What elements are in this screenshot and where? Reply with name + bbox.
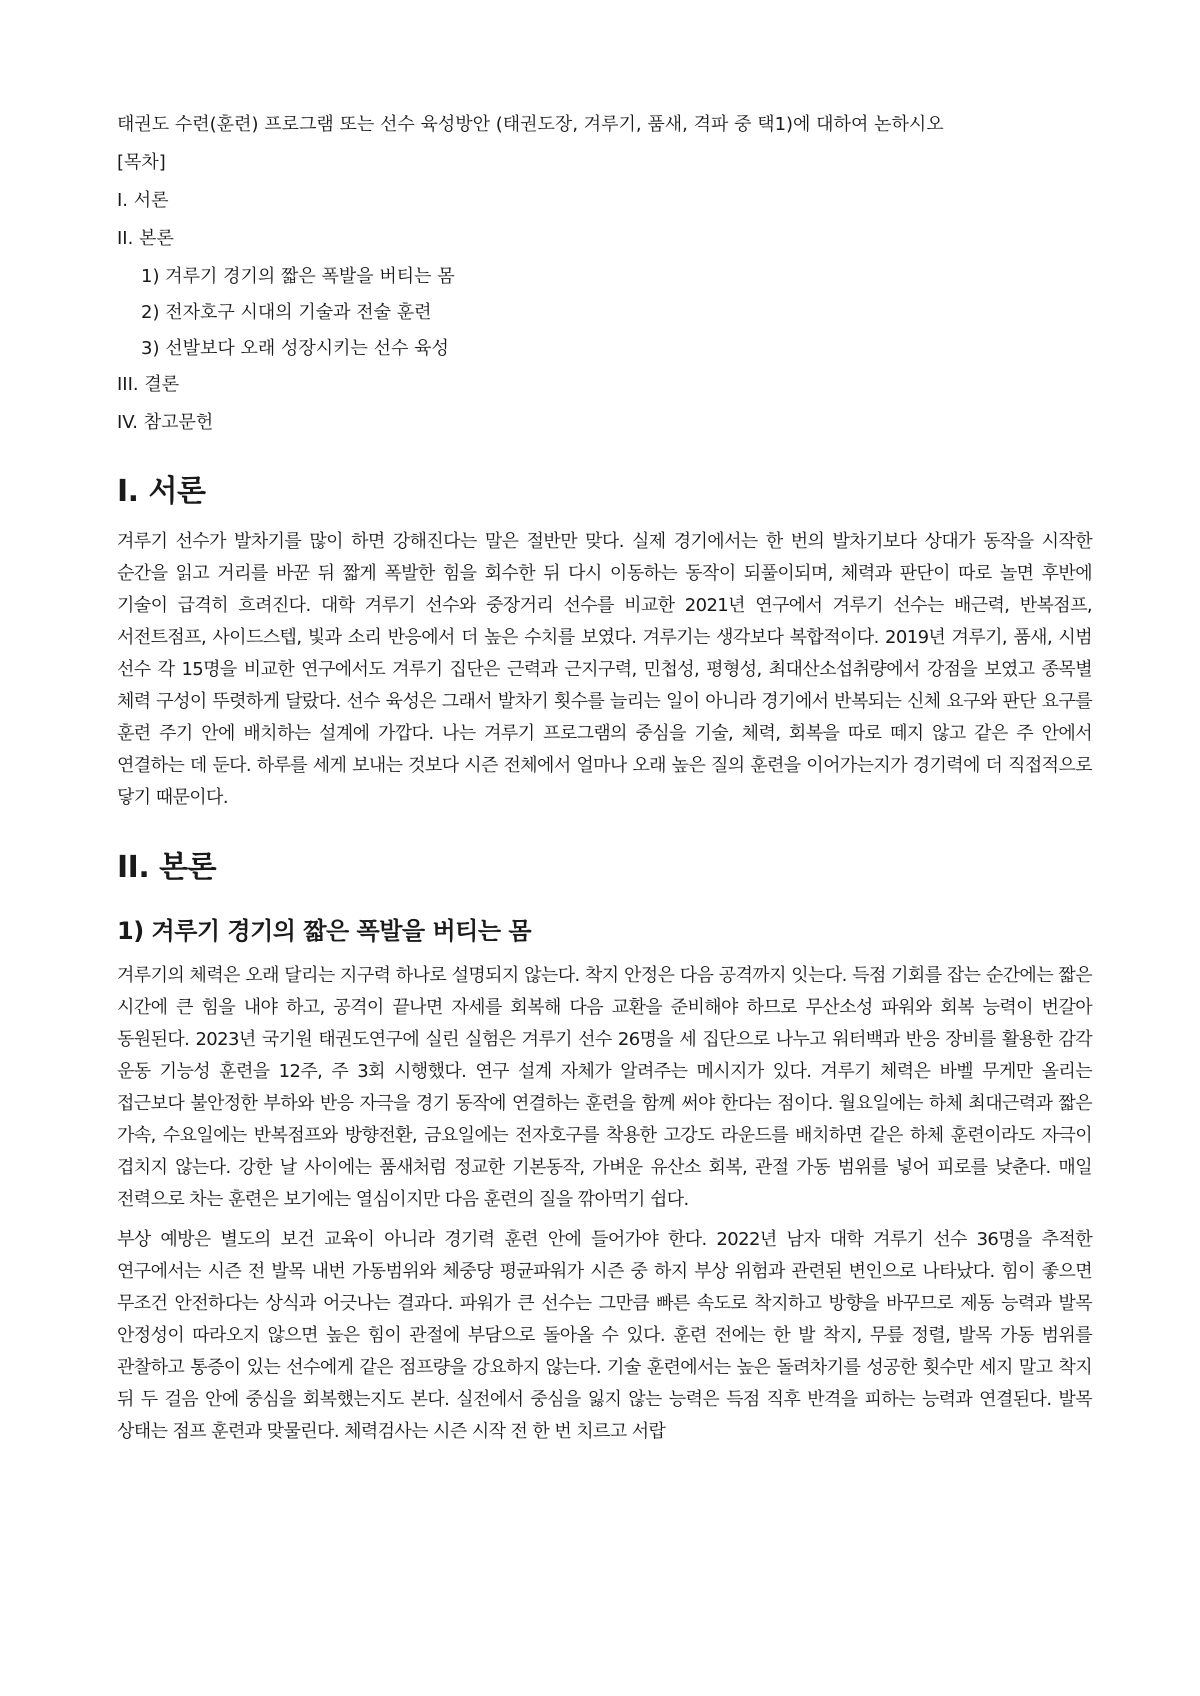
toc-item-body: II. 본론 — [117, 228, 174, 249]
toc-subitem-2: 2) 전자호구 시대의 기술과 전술 훈련 — [141, 302, 432, 323]
subsection-1-paragraph-2: 부상 예방은 별도의 보건 교육이 아니라 경기력 훈련 안에 들어가야 한다. 2022년 남자 대학 겨루기 선수 36명을 추적한 연구에서는 시즌 전 발목 내번 가동범위와 체중당 평균파워가 시즌 중 하지 부상 위험과 관련된 변인으로 나타났다. 힘이 좋으면 무조건 안전하다는 상식과 어긋나는 결과다. 파워가 큰 선수는 그만큼 빠른 속도로 착지하고 방향을 바꾸므로 제동 능력과 발목 안정성이 따라오지 않으면 높은 힘이 관절에 부담으로 돌아올 수 있다. 훈련 전에는 한 발 착지, 무릎 정렬, 발목 가동 범위를 관찰하고 통증이 있는 선수에게 같은 점프량을 강요하지 않는다. 기술 훈련에서는 높은 돌려차기를 성공한 횟수만 세지 말고 착지 뒤 두 걸음 안에 중심을 회복했는지도 본다. 실전에서 중심을 잃지 않는 능력은 득점 직후 반격을 피하는 능력과 연결된다. 발목 상태는 점프 훈련과 맞물린다. 체력검사는 시즌 시작 전 한 번 치르고 서랍 — [117, 1229, 1092, 1442]
toc-item-introduction: I. 서론 — [117, 190, 169, 211]
toc-subitem-3: 3) 선발보다 오래 성장시키는 선수 육성 — [141, 338, 449, 359]
introduction-heading: I. 서론 — [117, 474, 206, 509]
body-heading: II. 본론 — [117, 850, 217, 885]
toc-subitem-1: 1) 겨루기 경기의 짧은 폭발을 버티는 몸 — [141, 266, 455, 287]
assignment-prompt: 태권도 수련(훈련) 프로그램 또는 선수 육성방안 (태권도장, 겨루기, 품새, 격파 중 택1)에 대하여 논하시오 — [117, 114, 944, 135]
document-page — [117, 110, 1092, 1456]
subsection-1-heading: 1) 겨루기 경기의 짧은 폭발을 버티는 몸 — [117, 917, 532, 945]
toc-item-conclusion: III. 결론 — [117, 374, 180, 395]
subsection-1-paragraph-1: 겨루기의 체력은 오래 달리는 지구력 하나로 설명되지 않는다. 착지 안정은 다음 공격까지 잇는다. 득점 기회를 잡는 순간에는 짧은 시간에 큰 힘을 내야 하고, 공격이 끝나면 자세를 회복해 다음 교환을 준비해야 하므로 무산소성 파워와 회복 능력이 번갈아 동원된다. 2023년 국기원 태권도연구에 실린 실험은 겨루기 선수 26명을 세 집단으로 나누고 워터백과 반응 장비를 활용한 감각 운동 기능성 훈련을 12주, 주 3회 시행했다. 연구 설계 자체가 알려주는 메시지가 있다. 겨루기 체력은 바벨 무게만 올리는 접근보다 불안정한 부하와 반응 자극을 경기 동작에 연결하는 훈련을 함께 써야 한다는 점이다. 월요일에는 하체 최대근력과 짧은 가속, 수요일에는 반복점프와 방향전환, 금요일에는 전자호구를 착용한 고강도 라운드를 배치하면 같은 하체 훈련이라도 자극이 겹치지 않는다. 강한 날 사이에는 품새처럼 정교한 기본동작, 가벼운 유산소 회복, 관절 가동 범위를 넣어 피로를 낮춘다. 매일 전력으로 차는 훈련은 보기에는 열심이지만 다음 훈련의 질을 깎아먹기 쉽다. — [117, 965, 1092, 1210]
toc-item-references: IV. 참고문헌 — [117, 412, 214, 433]
table-of-contents — [117, 148, 1092, 438]
introduction-paragraph: 겨루기 선수가 발차기를 많이 하면 강해진다는 말은 절반만 맞다. 실제 경기에서는 한 번의 발차기보다 상대가 동작을 시작한 순간을 읽고 거리를 바꾼 뒤 짧게 폭발한 힘을 회수한 뒤 다시 이동하는 동작이 되풀이되며, 체력과 판단이 따로 놀면 후반에 기술이 급격히 흐려진다. 대학 겨루기 선수와 중장거리 선수를 비교한 2021년 연구에서 겨루기 선수는 배근력, 반복점프, 서전트점프, 사이드스텝, 빛과 소리 반응에서 더 높은 수치를 보였다. 겨루기는 생각보다 복합적이다. 2019년 겨루기, 품새, 시범 선수 각 15명을 비교한 연구에서도 겨루기 집단은 근력과 근지구력, 민첩성, 평형성, 최대산소섭취량에서 강점을 보였고 종목별 체력 구성이 뚜렷하게 달랐다. 선수 육성은 그래서 발차기 횟수를 늘리는 일이 아니라 경기에서 반복되는 신체 요구와 판단 요구를 훈련 주기 안에 배치하는 설계에 가깝다. 나는 겨루기 프로그램의 중심을 기술, 체력, 회복을 따로 떼지 않고 같은 주 안에서 연결하는 데 둔다. 하루를 세게 보내는 것보다 시즌 전체에서 얼마나 오래 높은 질의 훈련을 이어가는지가 경기력에 더 직접적으로 닿기 때문이다. — [117, 531, 1092, 808]
toc-heading: [목차] — [117, 152, 166, 173]
